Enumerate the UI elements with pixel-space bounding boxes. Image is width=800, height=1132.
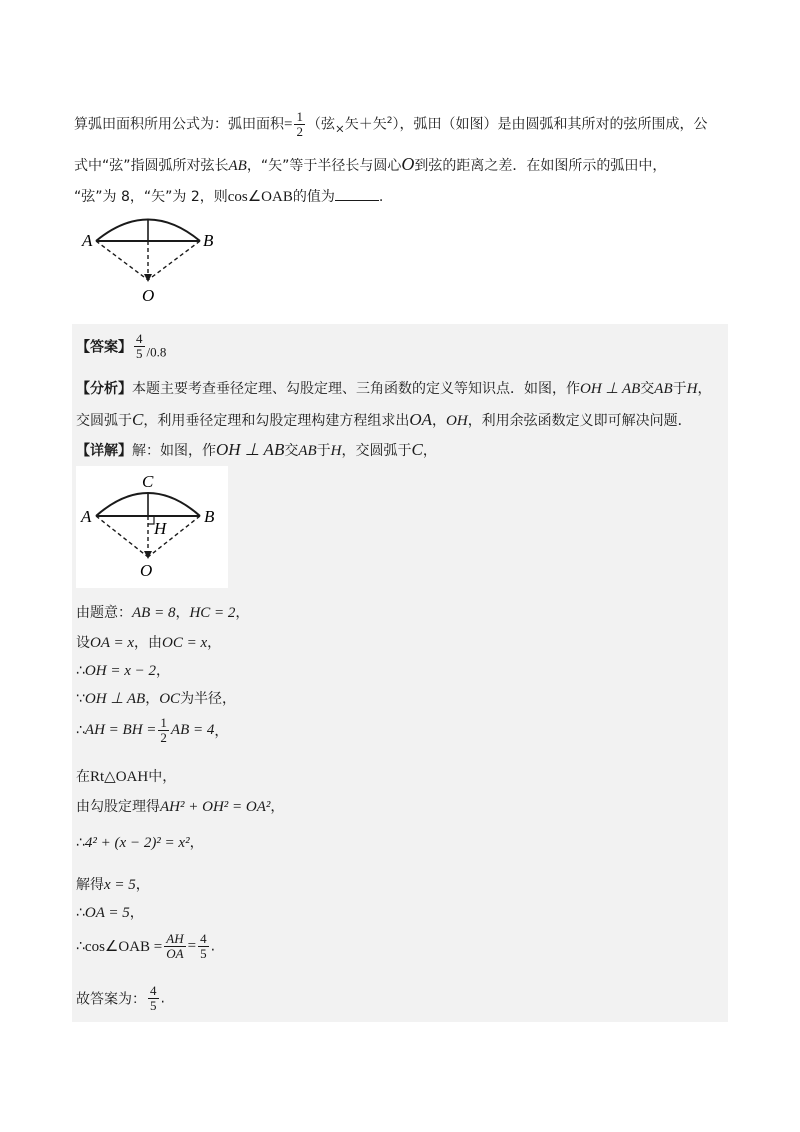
fraction-four-fifths: $\frac{4}{5}$ — [200, 931, 207, 961]
label-a: A — [81, 507, 92, 526]
fraction-ah-oa: $\frac{AH}{OA}$ — [166, 931, 184, 961]
radius-oa — [96, 516, 148, 557]
answer-line: 【答案】 $\frac{4}{5}$ /0.8 — [76, 331, 167, 361]
analysis-line-1: 【分析】本题主要考查垂径定理、勾股定理、三角函数的定义等知识点．如图，作OH ⊥ AB交AB于H， — [76, 381, 712, 397]
radius-oa — [96, 241, 148, 280]
solution-figure — [76, 466, 228, 588]
label-b: B — [203, 231, 214, 250]
radius-ob — [148, 241, 200, 280]
arrow-head — [144, 274, 152, 282]
answer-label: 【答案】 — [76, 339, 132, 356]
label-o: O — [142, 286, 155, 305]
detail-line-1: 【详解】解：如图，作OH ⊥ AB交AB于H，交圆弧于C， — [76, 440, 437, 459]
answer-blank — [335, 188, 379, 201]
step-8: ∴4² + (x − 2)² = x²， — [76, 835, 204, 851]
label-a: A — [82, 231, 93, 250]
question-line-1: 算弧田面积所用公式为：弧田面积= $\frac{1}{2}$ （弦$_\times$矢＋矢$^2$），弧田（如图）是由圆弧和其所对的弦所围成，公 — [74, 109, 708, 139]
analysis-line-2: 交圆弧于C，利用垂径定理和勾股定理构建方程组求出OA，OH，利用余弦函数定义即可解决问题． — [76, 410, 692, 429]
question-line-2: 式中“弦”指圆弧所对弦长AB，“矢”等于半径长与圆心O到弦的距离之差．在如图所示的弧田中， — [74, 154, 667, 174]
answer-fraction: $\frac{4}{5}$ — [136, 331, 143, 361]
step-6: 在Rt△OAH中， — [76, 769, 177, 785]
step-10: ∴OA = 5， — [76, 905, 144, 921]
label-b: B — [204, 507, 215, 526]
label-h: H — [154, 519, 167, 538]
step-12: 故答案为： $\frac{4}{5}$ . — [76, 983, 165, 1013]
step-2: 设OA = x，由OC = x， — [76, 635, 222, 651]
detail-label: 【详解】 — [76, 443, 132, 459]
question-line-3: “弦”为 8，“矢”为 2，则cos∠OAB的值为 . — [74, 189, 384, 205]
final-answer-fraction: $\frac{4}{5}$ — [150, 983, 157, 1013]
question-text: 算弧田面积所用公式为：弧田面积 — [74, 116, 284, 133]
step-7: 由勾股定理得AH² + OH² = OA²， — [76, 799, 285, 815]
step-5: ∴AH = BH = $\frac{1}{2}$ AB = 4， — [76, 715, 229, 745]
step-11: ∴cos∠OAB = $\frac{AH}{OA}$ = $\frac{4}{5}$ . — [76, 931, 216, 961]
analysis-label: 【分析】 — [76, 381, 132, 397]
step-4: ∵OH ⊥ AB，OC为半径， — [76, 691, 237, 707]
label-o: O — [140, 561, 153, 580]
fraction-half: $\frac{1}{2}$ — [160, 715, 167, 745]
step-1: 由题意：AB = 8，HC = 2， — [76, 605, 250, 621]
fraction-half: $\frac{1}{2}$ — [296, 109, 303, 139]
arrow-head — [144, 551, 152, 559]
step-3: ∴OH = x − 2， — [76, 663, 170, 679]
step-9: 解得x = 5， — [76, 877, 150, 893]
label-c: C — [142, 472, 154, 491]
arc-field-figure — [80, 210, 230, 310]
